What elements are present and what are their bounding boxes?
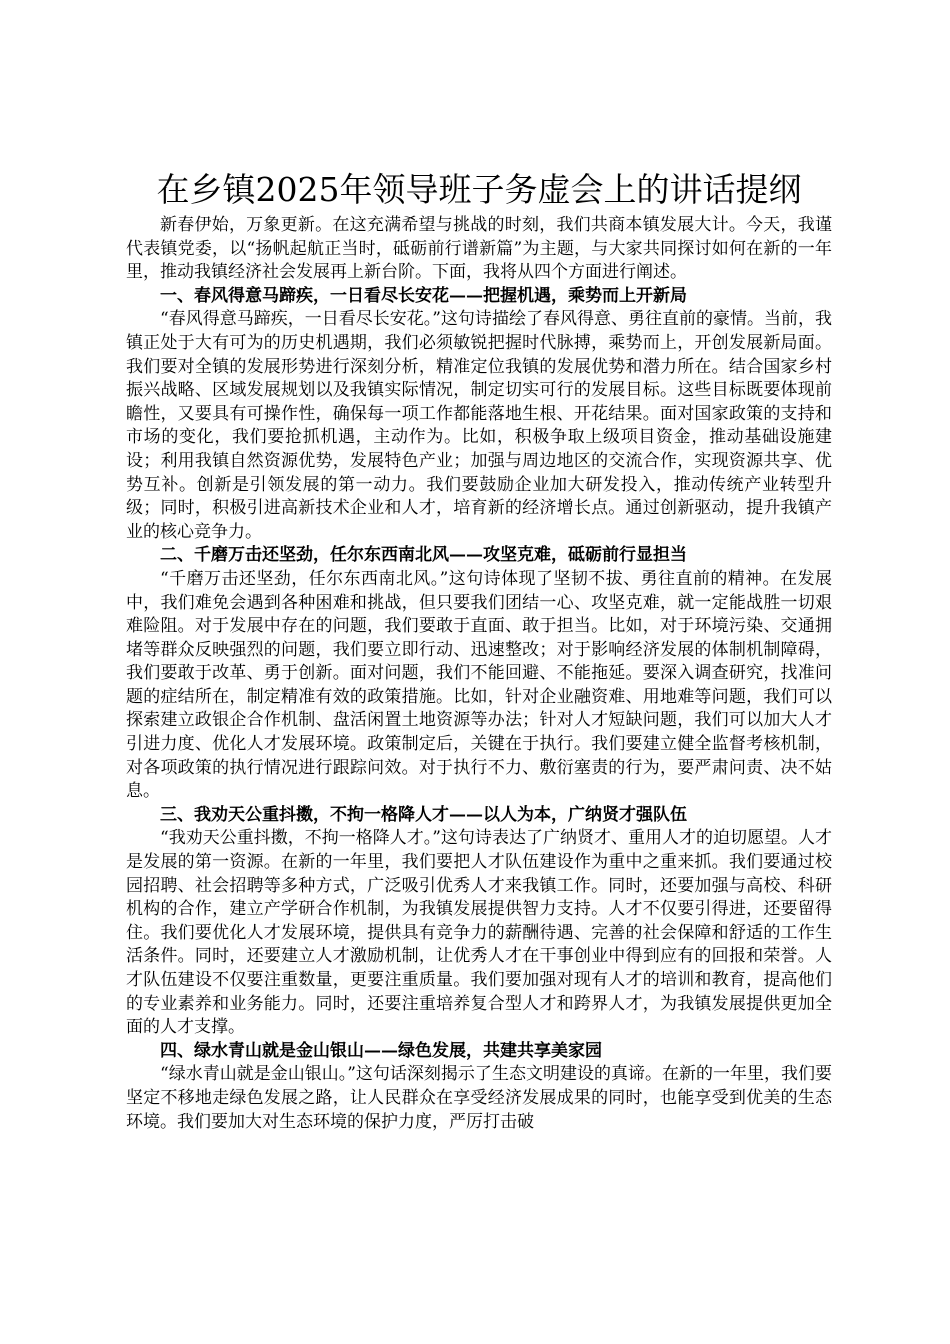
- section-3-body: “我劝天公重抖擞，不拘一格降人才。”这句诗表达了广纳贤才、重用人才的迫切愿望。人才是发展的第一资源。在新的一年里，我们要把人才队伍建设作为重中之重来抓。我们要通过校园招聘、社会招聘等多种方式，广泛吸引优秀人才来我镇工作。同时，还要加强与高校、科研机构的合作，建立产学研合作机制，为我镇发展提供智力支持。人才不仅要引得进，还要留得住。我们要优化人才发展环境，提供具有竞争力的薪酬待遇、完善的社会保障和舒适的工作生活条件。同时，还要建立人才激励机制，让优秀人才在干事创业中得到应有的回报和荣誉。人才队伍建设不仅要注重数量，更要注重质量。我们要加强对现有人才的培训和教育，提高他们的专业素养和业务能力。同时，还要注重培养复合型人才和跨界人才，为我镇发展提供更加全面的人才支撑。: [126, 828, 832, 1038]
- section-2-body: “千磨万击还坚劲，任尔东西南北风。”这句诗体现了坚韧不拔、勇往直前的精神。在发展中，我们难免会遇到各种困难和挑战，但只要我们团结一心、攻坚克难，就一定能战胜一切艰难险阻。对于发展中存在的问题，我们要敢于直面、敢于担当。比如，对于环境污染、交通拥堵等群众反映强烈的问题，我们要立即行动、迅速整改；对于影响经济发展的体制机制障碍，我们要敢于改革、勇于创新。面对问题，我们不能回避、不能拖延。要深入调查研究，找准问题的症结所在，制定精准有效的政策措施。比如，针对企业融资难、用地难等问题，我们可以探索建立政银企合作机制、盘活闲置土地资源等办法；针对人才短缺问题，我们可以加大人才引进力度、优化人才发展环境。政策制定后，关键在于执行。我们要建立健全监督考核机制，对各项政策的执行情况进行跟踪问效。对于执行不力、敷衍塞责的行为，要严肃问责、决不姑息。: [126, 568, 832, 802]
- section-3-heading: 三、我劝天公重抖擞，不拘一格降人才——以人为本，广纳贤才强队伍: [160, 804, 687, 825]
- section-2-heading: 二、千磨万击还坚劲，任尔东西南北风——攻坚克难，砥砺前行显担当: [160, 545, 687, 566]
- section-1-heading: 一、春风得意马蹄疾，一日看尽长安花——把握机遇，乘势而上开新局: [160, 285, 687, 306]
- section-4-body: “绿水青山就是金山银山。”这句话深刻揭示了生态文明建设的真谛。在新的一年里，我们要坚定不移地走绿色发展之路，让人民群众在享受经济发展成果的同时，也能享受到优美的生态环境。我们要加大对生态环境的保护力度，严厉打击破: [126, 1064, 832, 1132]
- intro-paragraph: 新春伊始，万象更新。在这充满希望与挑战的时刻，我们共商本镇发展大计。今天，我谨代表镇党委，以“扬帆起航正当时，砥砺前行谱新篇”为主题，与大家共同探讨如何在新的一年里，推动我镇经济社会发展再上新台阶。下面，我将从四个方面进行阐述。: [126, 215, 832, 283]
- section-1-body: “春风得意马蹄疾，一日看尽长安花。”这句诗描绘了春风得意、勇往直前的豪情。当前，我镇正处于大有可为的历史机遇期，我们必须敏锐把握时代脉搏，乘势而上，开创发展新局面。我们要对全镇的发展形势进行深刻分析，精准定位我镇的发展优势和潜力所在。结合国家乡村振兴战略、区域发展规划以及我镇实际情况，制定切实可行的发展目标。这些目标既要体现前瞻性，又要具有可操作性，确保每一项工作都能落地生根、开花结果。面对国家政策的支持和市场的变化，我们要抢抓机遇，主动作为。比如，积极争取上级项目资金，推动基础设施建设；利用我镇自然资源优势，发展特色产业；加强与周边地区的交流合作，实现资源共享、优势互补。创新是引领发展的第一动力。我们要鼓励企业加大研发投入，推动传统产业转型升级；同时，积极引进高新技术企业和人才，培育新的经济增长点。通过创新驱动，提升我镇产业的核心竞争力。: [126, 309, 832, 542]
- document-title: 在乡镇2025年领导班子务虚会上的讲话提纲: [156, 170, 802, 209]
- document-page: [126, 166, 832, 1134]
- section-4-heading: 四、绿水青山就是金山银山——绿色发展，共建共享美家园: [160, 1040, 602, 1061]
